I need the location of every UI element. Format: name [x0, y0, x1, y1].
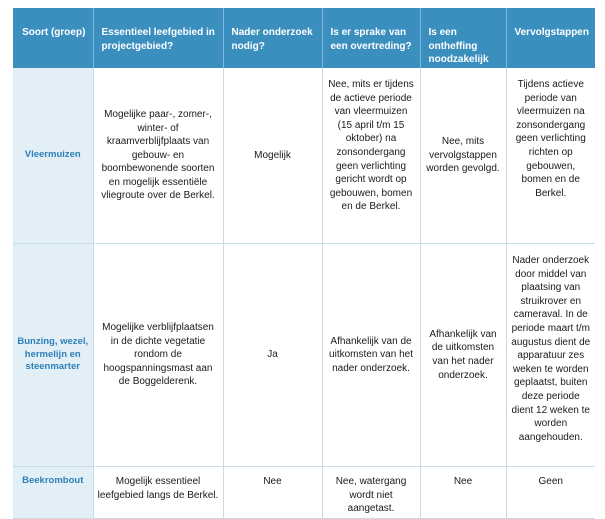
cell-ontheffing: Nee, mits vervolgstappen worden gevolgd.	[420, 68, 506, 244]
table-row	[13, 467, 595, 519]
cell-leefgebied: Mogelijke verblijfplaatsen in de dichte vegetatie rondom de hoogspanningsmast aan de Boggelderenk.	[93, 244, 223, 467]
cell-overtreding: Nee, mits er tijdens de actieve periode van vleermuizen (15 april t/m 15 oktober) na zonsondergang geen verlichting gericht wordt op gebouwen, bomen en de Berkel.	[322, 68, 420, 244]
cell-ontheffing: Afhankelijk van de uitkomsten van het nader onderzoek.	[420, 244, 506, 467]
cell-onderzoek: Mogelijk	[223, 68, 322, 244]
cell-onderzoek: Nee	[223, 467, 322, 519]
header-vervolgstappen: Vervolgstappen	[506, 8, 595, 68]
cell-ontheffing: Nee	[420, 467, 506, 519]
header-overtreding: Is er sprake van een overtreding?	[322, 8, 420, 68]
cell-soort: Vleermuizen	[13, 68, 93, 244]
header-ontheffing: Is een ontheffing noodzakelijk	[420, 8, 506, 68]
cell-leefgebied: Mogelijke paar-, zomer-, winter- of kraamverblijfplaats van gebouw- en boombewonende soorten en mogelijk essentiële vliegroute over de Berkel.	[93, 68, 223, 244]
header-soort: Soort (groep)	[13, 8, 93, 68]
species-assessment-table	[13, 8, 595, 519]
table-row	[13, 68, 595, 244]
cell-overtreding: Afhankelijk van de uitkomsten van het nader onderzoek.	[322, 244, 420, 467]
cell-overtreding: Nee, watergang wordt niet aangetast.	[322, 467, 420, 519]
cell-leefgebied: Mogelijk essentieel leefgebied langs de Berkel.	[93, 467, 223, 519]
cell-soort: Bunzing, wezel, hermelijn en steenmarter	[13, 244, 93, 467]
cell-soort: Beekrombout	[13, 467, 93, 519]
table-row	[13, 244, 595, 467]
cell-onderzoek: Ja	[223, 244, 322, 467]
header-leefgebied: Essentieel leefgebied in projectgebied?	[93, 8, 223, 68]
cell-vervolgstappen: Tijdens actieve periode van vleermuizen na zonsondergang geen verlichting richten op gebouwen, bomen en de Berkel.	[506, 68, 595, 244]
header-row	[13, 8, 595, 68]
cell-vervolgstappen: Nader onderzoek door middel van plaatsing van struikrover en cameraval. In de periode maart t/m augustus dient de apparatuur zes weken te worden geplaatst, buiten deze periode dient 12 weken te worden aangehouden.	[506, 244, 595, 467]
species-table-container	[13, 8, 595, 519]
cell-vervolgstappen: Geen	[506, 467, 595, 519]
header-onderzoek: Nader onderzoek nodig?	[223, 8, 322, 68]
